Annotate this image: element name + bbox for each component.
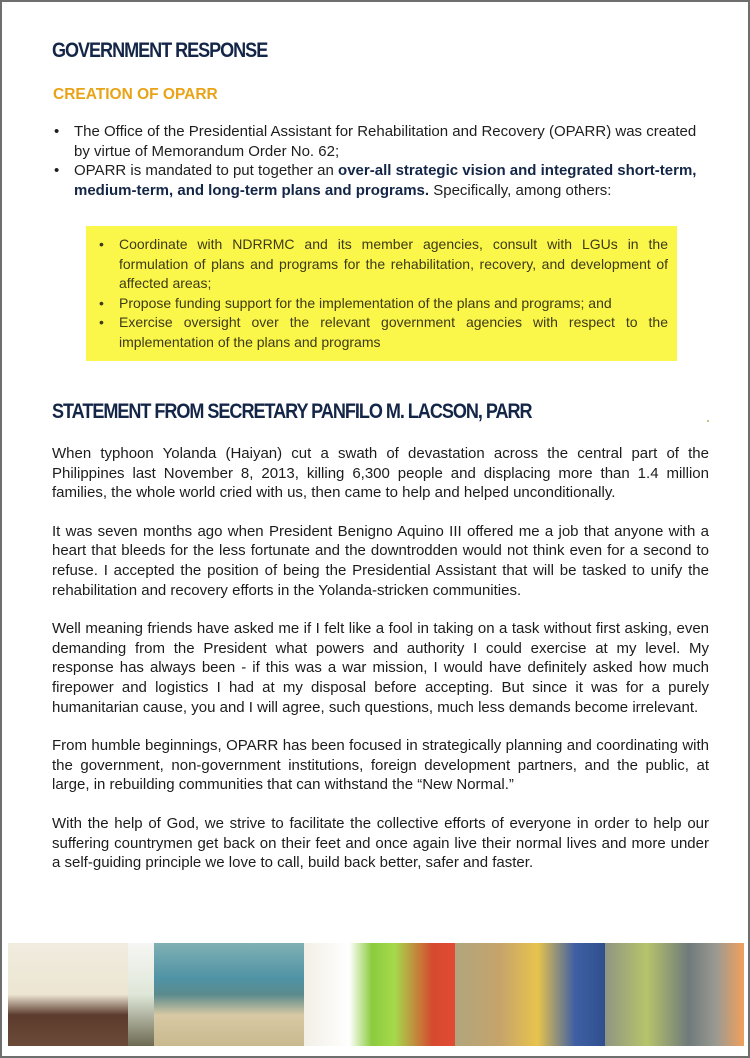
section-title-statement: STATEMENT FROM SECRETARY PANFILO M. LACSON, PARR [52,400,532,423]
photo-strip [8,943,744,1046]
housing-units-photo [8,943,154,1046]
mandate-item: • Coordinate with NDRRMC and its member agencies, consult with LGUs in the formulation of plans and programs for the rehabilitation, recovery, and development of affected areas; [96,235,668,294]
officials-with-students-globe-photo [304,943,455,1046]
mandate-bullet-list [96,235,668,352]
statement-paragraph: With the help of God, we strive to facilitate the collective efforts of everyone in order to help our suffering countrymen get back on their feet and once again live their normal lives and more under a self-guiding principle we love to call, build back better, safer and faster. [52,814,709,872]
statement-paragraph: It was seven months ago when President Benigno Aquino III offered me a job that anyone with a heart that bleeds for the less fortunate and the downtrodden would not think even for a second to refuse. I accepted the position of being the Presidential Assistant that will be tasked to unify the rehabilitation and recovery efforts in the Yolanda-stricken communities. [52,522,709,599]
statement-paragraph: From humble beginnings, OPARR has been focused in strategically planning and coordinating with the government, non-government institutions, foreign development partners, and the public, at large, in rebuilding communities that can withstand the “New Normal.” [52,737,709,794]
oparr-bullet-list [51,122,711,200]
statement-paragraph: When typhoon Yolanda (Haiyan) cut a swath of devastation across the central part of the Philippines last November 8, 2013, killing 6,300 people and displacing more than 1.4 million families, the whole world cried with us, then came to help and helped unconditionally. [52,445,709,502]
scan-mark [707,420,709,422]
bullet-item [51,161,711,200]
construction-scaffolding-photo [455,943,605,1046]
subtitle-creation-of-oparr: CREATION OF OPARR [53,86,218,103]
mandate-highlight-box [86,226,677,361]
statement-paragraph: Well meaning friends have asked me if I felt like a fool in taking on a task without first asking, even demanding from the President what powers and authority I could exercise at my level. My response has always been - if this was a war mission, I would have definitely asked how much firepower and logistics I had at my disposal before accepting. But since it was for a purely humanitarian cause, you and I will agree, such questions, much less demands become irrelevant. [52,620,709,716]
livelihood-workshop-photo [605,943,744,1046]
bullet-text: Specifically, among others: [429,181,612,199]
bullet-item [51,122,711,161]
section-title-government-response: GOVERNMENT RESPONSE [52,39,268,62]
mandate-item: • Exercise oversight over the relevant government agencies with respect to the implementation of the plans and programs [96,313,668,352]
mandate-item: • Propose funding support for the implementation of the plans and programs; and [96,294,668,314]
bullet-text: OPARR is mandated to put together an [74,162,339,179]
bullet-text: The Office of the Presidential Assistant for Rehabilitation and Recovery (OPARR) was created by virtue of Memorandum Order No. 62; [74,123,697,160]
statement-body [52,444,709,892]
fishing-boats-beach-photo [154,943,304,1046]
bullet-bold-text: over-all strategic vision and integrated short-term, medium-term, and long-term plans and programs. [74,162,697,199]
